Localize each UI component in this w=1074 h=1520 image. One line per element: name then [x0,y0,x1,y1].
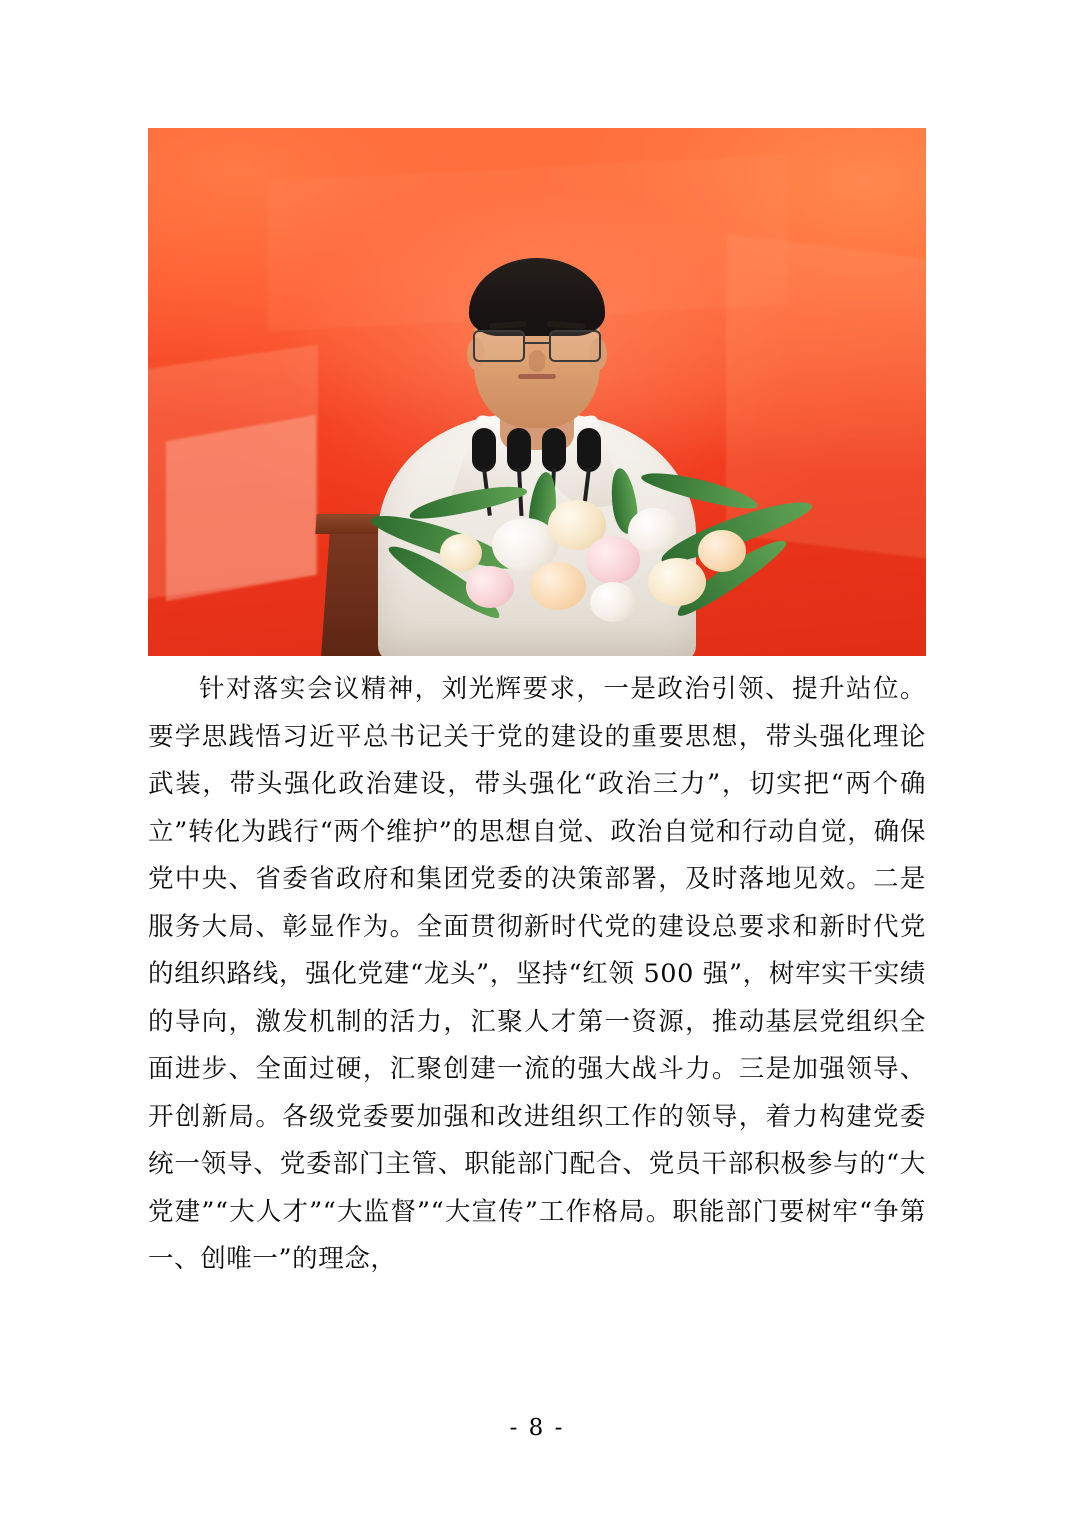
microphone-icon [472,428,496,472]
microphone-icon [577,428,601,472]
speaker-photo [148,128,926,656]
backdrop-panel [166,415,316,601]
page-content [148,128,926,1284]
flower [440,534,482,572]
microphone-icon [542,428,566,472]
flower [648,558,706,606]
page-number: - 8 - [509,1415,565,1441]
flower [530,562,586,610]
glasses-bridge [525,342,549,344]
flower [628,508,680,554]
lens-left [473,330,525,362]
flower [590,582,636,622]
body-paragraph: 针对落实会议精神，刘光辉要求，一是政治引领、提升站位。要学思践悟习近平总书记关于党的建设的重要思想，带头强化理论武装，带头强化政治建设，带头强化“政治三力”，切实把“两个确立”转化为践行“两个维护”的思想自觉、政治自觉和行动自觉，确保党中央、省委省政府和集团党委的决策部署，及时落地见效。二是服务大局、彰显作为。全面贯彻新时代党的建设总要求和新时代党的组织路线，强化党建“龙头”，坚持“红领 500 强”，树牢实干实绩的导向，激发机制的活力，汇聚人才第一资源，推动基层党组织全面进步、全面过硬，汇聚创建一流的强大战斗力。三是加强领导、开创新局。各级党委要加强和改进组织工作的领导，着力构建党委统一领导、党委部门主管、职能部门配合、党员干部积极参与的“大党建”“大人才”“大监督”“大宣传”工作格局。职能部门要树牢“争第一、创唯一”的理念， [148,674,926,1274]
photo-image [148,128,926,656]
flower [698,530,746,572]
lens-right [549,330,601,362]
flower-arrangement [380,474,800,654]
nose [529,350,545,372]
leaf [407,480,529,525]
flower [466,566,514,608]
microphone-icon [507,428,531,472]
mouth [518,374,556,379]
leaf [639,466,760,514]
